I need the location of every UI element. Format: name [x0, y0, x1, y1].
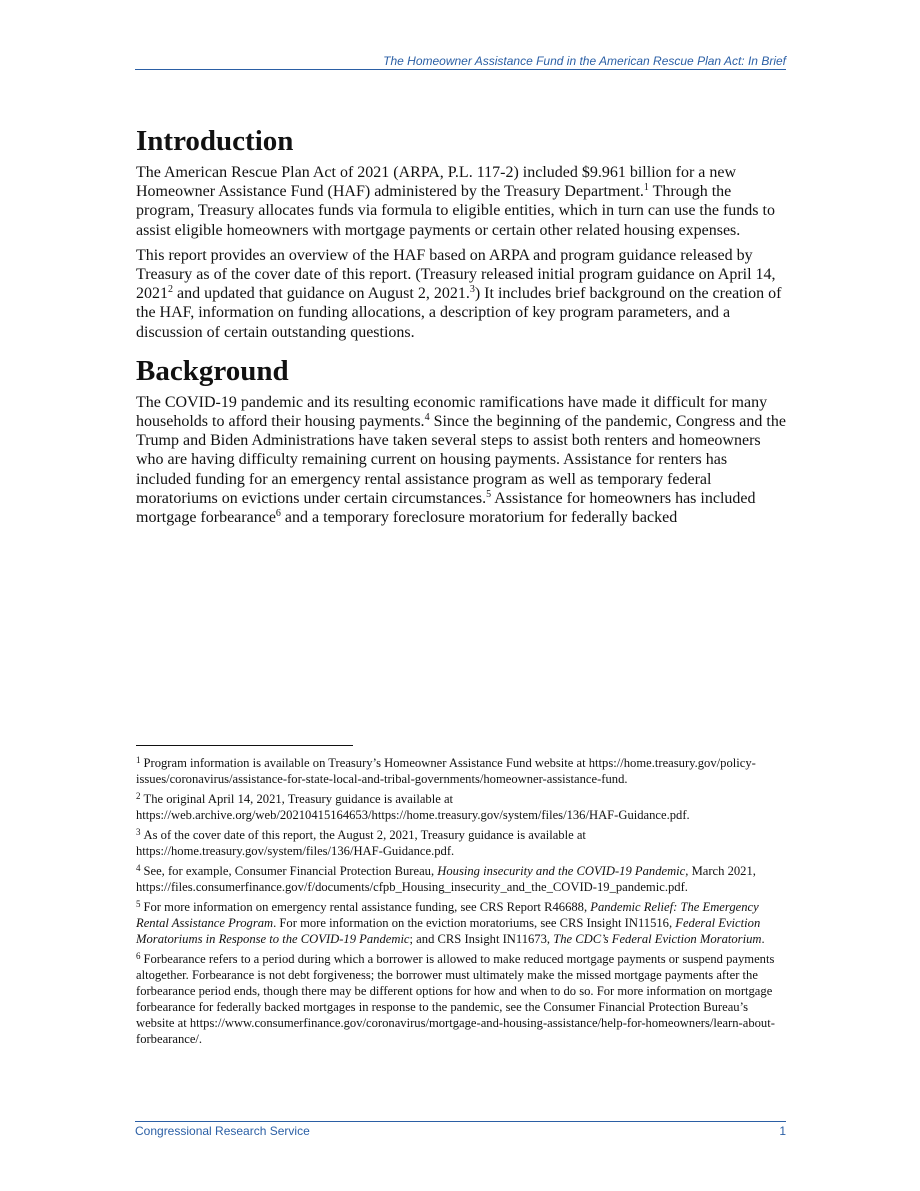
- footnote-ref-4[interactable]: 4: [424, 412, 430, 424]
- footnote-ref-6[interactable]: 6: [275, 508, 281, 520]
- footnote-6: $^6$ Forbearance refers to a period during which a borrower is allowed to make reduced mortgage payments or suspend payments altogether. Forbearance is not debt forgiveness; the borrower must ultimately make the missed mortgage payments after the forbearance period ends, though there may be different options for how and when to do so. For more information on mortgage forbearance for federally backed mortgages in response to the pandemic, see the Consumer Financial Protection Bureau’s website at https://www.consumerfinance.gov/coronavirus/mortgage-and-housing-assistance/help-for-homeowners/learn-about-forbearance/.: [136, 951, 775, 1046]
- introduction-heading: Introduction: [136, 125, 294, 157]
- background-paragraph-1: The COVID-19 pandemic and its resulting economic ramifications have made it difficult for many households to afford their housing payments.$^4$ Since the beginning of the pandemic, Congress and the Trump and Biden Administrations have taken several steps to assist both renters and homeowners who are having difficulty remaining current on housing payments. Assistance for renters has included funding for an emergency rental assistance program as well as temporary federal moratoriums on evictions under certain circumstances.$^5$ Assistance for homeowners has included mortgage forbearance$^6$ and a temporary foreclosure moratorium for federally backed: [136, 393, 786, 527]
- footnote-4: $^4$ See, for example, Consumer Financial Protection Bureau, Housing insecurity and the COVID-19 Pandemic, March 2021, https://files.consumerfinance.gov/f/documents/cfpb_Housing_insecurity_and_the_COVID-19_pandemic.pdf.: [136, 863, 756, 894]
- running-title: The Homeowner Assistance Fund in the American Rescue Plan Act: In Brief: [383, 54, 786, 68]
- footnote-5: $^5$ For more information on emergency rental assistance funding, see CRS Report R46688, Pandemic Relief: The Emergency Rental Assistance Program. For more information on the eviction moratoriums, see CRS Insight IN11516, Federal Eviction Moratoriums in Response to the COVID-19 Pandemic; and CRS Insight IN11673, The CDC’s Federal Eviction Moratorium.: [136, 899, 765, 946]
- footnotes: [136, 755, 788, 1051]
- main-content: [136, 122, 786, 533]
- footnote-ref-3[interactable]: 3: [469, 284, 475, 296]
- footnote-divider: [136, 745, 353, 746]
- page-number: 1: [779, 1124, 786, 1138]
- footnote-2: $^2$ The original April 14, 2021, Treasury guidance is available at https://web.archive.org/web/20210415164653/https://home.treasury.gov/system/files/136/HAF-Guidance.pdf.: [136, 791, 690, 822]
- footnote-1: $^1$ Program information is available on Treasury’s Homeowner Assistance Fund website at https://home.treasury.gov/policy-issues/coronavirus/assistance-for-state-local-and-tribal-governments/homeowner-assistance-fund.: [136, 755, 756, 786]
- footnote-ref-1[interactable]: 1: [643, 182, 649, 194]
- running-header: [135, 54, 786, 70]
- introduction-paragraph-1: The American Rescue Plan Act of 2021 (ARPA, P.L. 117-2) included $9.961 billion for a new Homeowner Assistance Fund (HAF) administered by the Treasury Department.$^1$ Through the program, Treasury allocates funds via formula to eligible entities, which in turn can use the funds to assist eligible homeowners with mortgage payments or certain other related housing expenses.: [136, 164, 775, 239]
- introduction-paragraph-2: This report provides an overview of the HAF based on ARPA and program guidance released by Treasury as of the cover date of this report. (Treasury released initial program guidance on April 14, 2021$^2$ and updated that guidance on August 2, 2021.$^3$) It includes brief background on the creation of the HAF, information on funding allocations, a description of key program parameters, and a discussion of certain outstanding questions.: [136, 246, 782, 341]
- footnote-ref-2[interactable]: 2: [168, 284, 173, 296]
- background-heading: Background: [136, 354, 289, 387]
- footer-organization: Congressional Research Service: [135, 1124, 310, 1138]
- footnote-3: $^3$ As of the cover date of this report, the August 2, 2021, Treasury guidance is available at https://home.treasury.gov/system/files/136/HAF-Guidance.pdf.: [136, 827, 586, 858]
- footnote-ref-5[interactable]: 5: [486, 488, 492, 500]
- page-footer: [135, 1121, 786, 1138]
